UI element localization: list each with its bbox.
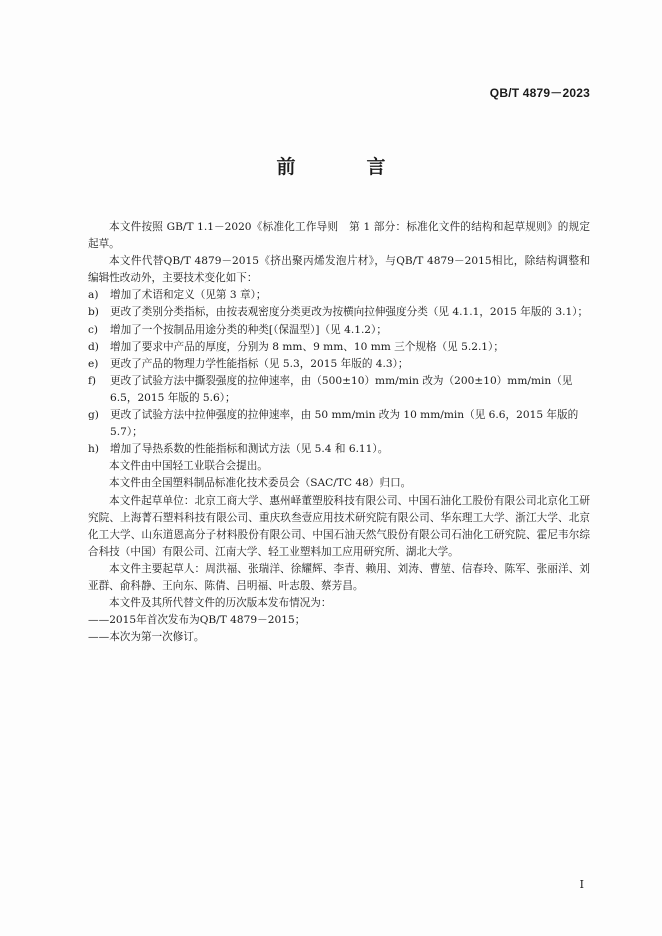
change-item: [88, 356, 590, 373]
item-text: 更改了试验方法中拉伸强度的拉伸速率，由 50 mm/min 改为 10 mm/min（见 6.6，2015 年版的 5.7）；: [110, 409, 579, 439]
item-text: 增加了一个按制品用途分类的种类[（保温型）]（见 4.1.2）；: [110, 323, 387, 336]
change-item: [88, 304, 590, 321]
item-text: 增加了导热系数的性能指标和测试方法（见 5.4 和 6.11）。: [110, 443, 389, 456]
intro-paragraph: 本文件按照 GB/T 1.1－2020《标准化工作导则 第 1 部分：标准化文件的结构和起草规则》的规定起草。: [88, 221, 590, 251]
drafters-paragraph: 本文件主要起草人：周洪福、张瑞洋、徐耀辉、李青、赖用、刘涛、曹堃、信春玲、陈军、张丽洋、刘亚群、俞科静、王向东、陈倩、吕明福、叶志殷、蔡芳昌。: [88, 562, 590, 592]
history-item: ——本次为第一次修订。: [88, 631, 205, 644]
item-text: 更改了类别分类指标，由按表观密度分类更改为按横向拉伸强度分类（见 4.1.1，2015 年版的 3.1）；: [110, 306, 589, 319]
item-label: a): [88, 289, 99, 302]
intro-paragraph: 本文件代替QB/T 4879－2015《挤出聚丙烯发泡片材》，与QB/T 4879－2015相比，除结构调整和编辑性改动外，主要技术变化如下：: [88, 255, 590, 285]
change-item: [88, 407, 590, 441]
foreword-body: [88, 219, 590, 646]
page-number: I: [579, 878, 584, 891]
item-text: 更改了试验方法中撕裂强度的拉伸速率，由（500±10）mm/min 改为（200±10）mm/min（见 6.5，2015 年版的 5.6）；: [110, 374, 573, 404]
item-label: g): [88, 409, 99, 422]
standard-code: QB/T 4879－2023: [489, 86, 590, 100]
change-item: [88, 339, 590, 356]
item-text: 增加了要求中产品的厚度，分别为 8 mm、9 mm、10 mm 三个规格（见 5.2.1）；: [110, 340, 504, 353]
change-item: [88, 287, 590, 304]
page-title: 前 言: [276, 156, 412, 178]
item-label: h): [88, 443, 99, 456]
item-label: f): [88, 374, 97, 387]
item-label: b): [88, 306, 99, 319]
change-item: [88, 373, 590, 407]
item-text: 增加了术语和定义（见第 3 章）；: [110, 289, 267, 302]
item-label: d): [88, 340, 99, 353]
item-label: e): [88, 357, 99, 370]
committee-paragraph: 本文件由全国塑料制品标准化技术委员会（SAC/TC 48）归口。: [109, 477, 412, 490]
change-item: [88, 441, 590, 458]
history-intro-paragraph: 本文件及其所代替文件的历次版本发布情况为：: [109, 597, 332, 610]
change-item: [88, 322, 590, 339]
proposer-paragraph: 本文件由中国轻工业联合会提出。: [109, 460, 268, 473]
drafting-units-paragraph: 本文件起草单位：北京工商大学、惠州峄董塑胶科技有限公司、中国石油化工股份有限公司北京化工研究院、上海菁石塑料科技有限公司、重庆玖叁壹应用技术研究院有限公司、华东理工大学、浙江大学、北京化工大学、山东道恩高分子材料股份有限公司、中国石油天然气股份有限公司石油化工研究院、霍尼韦尔综合科技（中国）有限公司、江南大学、轻工业塑料加工应用研究所、湖北大学。: [88, 494, 590, 558]
item-label: c): [88, 323, 99, 336]
item-text: 更改了产品的物理力学性能指标（见 5.3，2015 年版的 4.3）；: [110, 357, 409, 370]
history-item: ——2015年首次发布为QB/T 4879－2015；: [88, 614, 306, 627]
